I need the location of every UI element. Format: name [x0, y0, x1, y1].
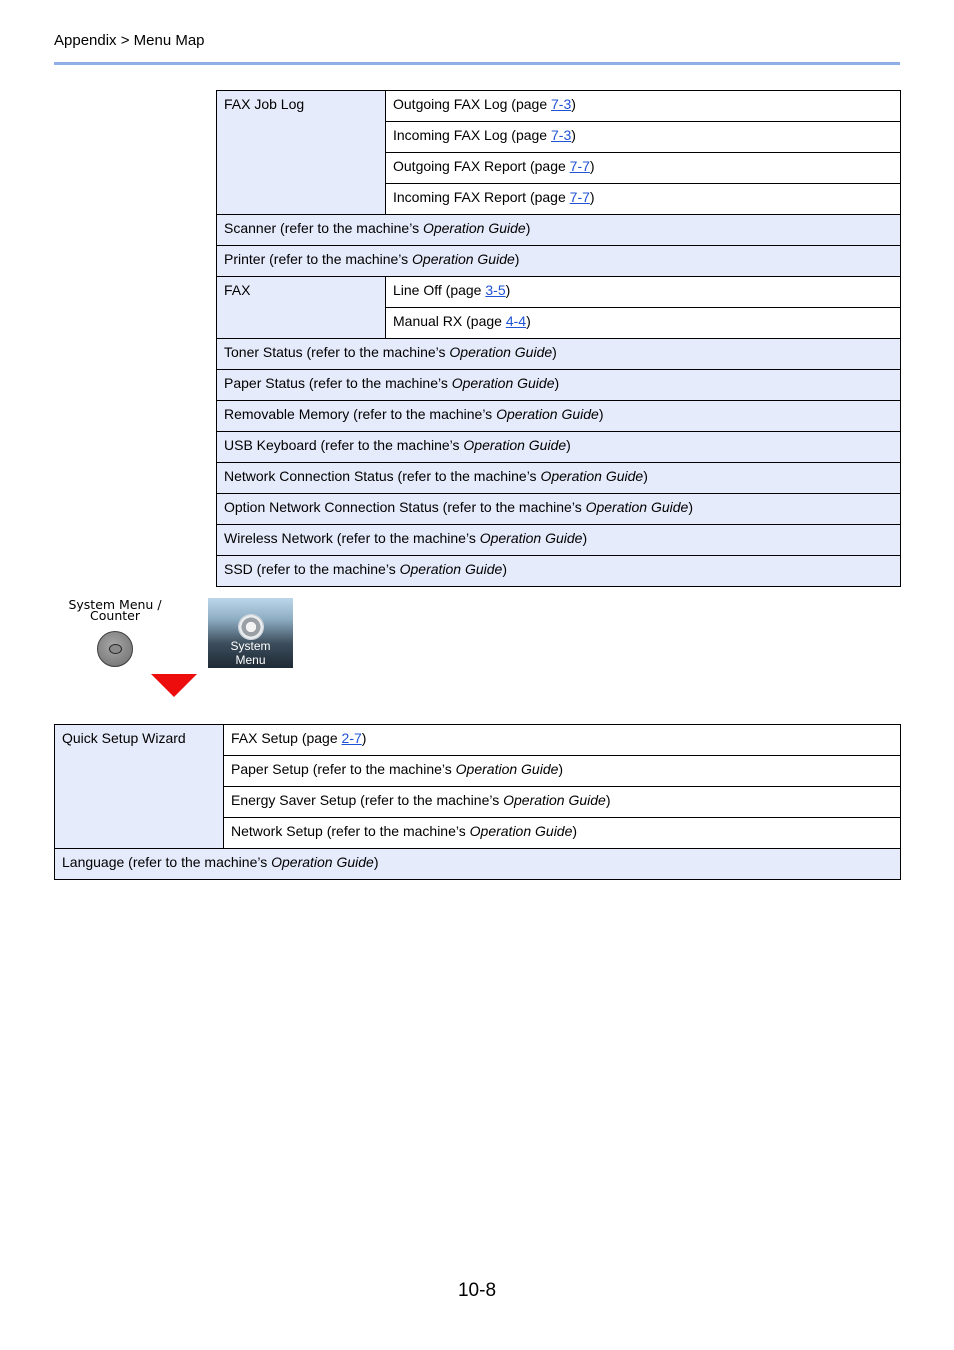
item-text: Paper Status (refer to the machine’s — [224, 375, 452, 391]
fax-job-log-cell: FAX Job Log — [217, 91, 386, 215]
guide-title: Operation Guide — [469, 823, 573, 839]
icon-label-line: Menu — [235, 653, 266, 667]
paper-status-item — [217, 370, 901, 401]
page-link[interactable]: 2-7 — [341, 730, 362, 746]
item-text: ) — [525, 220, 531, 236]
guide-title: Operation Guide — [271, 854, 374, 870]
guide-title: Operation Guide — [496, 406, 599, 422]
guide-title: Operation Guide — [455, 761, 559, 777]
down-arrow-icon — [151, 674, 197, 697]
item-text: Scanner (refer to the machine’s — [224, 220, 423, 236]
table-row — [55, 725, 901, 756]
key-indicator-icon — [109, 644, 122, 654]
table-row — [217, 215, 901, 246]
outgoing-fax-report-item — [386, 153, 901, 184]
outgoing-fax-log-item — [386, 91, 901, 122]
guide-title: Operation Guide — [479, 530, 583, 546]
item-text: Language (refer to the machine’s — [62, 854, 272, 870]
table-row — [217, 370, 901, 401]
item-text: FAX Setup (page — [231, 730, 342, 746]
item-text: ) — [558, 761, 564, 777]
table-row — [217, 463, 901, 494]
item-text: ) — [566, 437, 571, 453]
usb-keyboard-item — [217, 432, 901, 463]
table-row — [217, 432, 901, 463]
item-text: ) — [688, 499, 693, 515]
fax-setup-item — [224, 725, 901, 756]
network-setup-item — [224, 818, 901, 849]
item-text: Manual RX (page — [393, 313, 506, 329]
page-link[interactable]: 7-3 — [551, 127, 572, 143]
item-text: Network Connection Status (refer to the machine’s — [224, 468, 541, 484]
removable-memory-item — [217, 401, 901, 432]
item-text: ) — [554, 375, 560, 391]
manual-rx-item — [386, 308, 901, 339]
guide-title: Operation Guide — [463, 437, 567, 453]
guide-title: Operation Guide — [399, 561, 503, 577]
table-row — [217, 494, 901, 525]
option-network-connection-status-item — [217, 494, 901, 525]
item-text: ) — [514, 251, 520, 267]
table-row — [217, 525, 901, 556]
table-row — [217, 339, 901, 370]
line-off-item — [386, 277, 901, 308]
page-link[interactable]: 7-3 — [551, 96, 572, 112]
item-text: Wireless Network (refer to the machine’s — [224, 530, 480, 546]
item-text: ) — [572, 823, 578, 839]
item-text: Removable Memory (refer to the machine’s — [224, 406, 497, 422]
icon-label-line: System — [230, 639, 271, 653]
language-item — [55, 849, 901, 880]
system-menu-counter-key[interactable] — [97, 631, 133, 667]
breadcrumb — [54, 32, 900, 65]
item-text: Incoming FAX Report (page — [393, 189, 570, 205]
quick-setup-wizard-cell: Quick Setup Wizard — [55, 725, 224, 849]
item-text: Outgoing FAX Report (page — [393, 158, 570, 174]
menu-table-bottom — [54, 724, 901, 880]
item-text: Option Network Connection Status (refer to the machine’s — [224, 499, 586, 515]
guide-title: Operation Guide — [412, 251, 515, 267]
item-text: ) — [373, 854, 379, 870]
item-text: ) — [598, 406, 604, 422]
page-link[interactable]: 4-4 — [505, 313, 527, 329]
system-menu-key-label — [62, 599, 168, 621]
key-label-line: System Menu / — [68, 597, 162, 612]
item-text: ) — [605, 792, 611, 808]
toner-status-item — [217, 339, 901, 370]
item-text: ) — [582, 530, 588, 546]
table-row — [217, 401, 901, 432]
item-text: ) — [361, 730, 367, 746]
energy-saver-setup-item — [224, 787, 901, 818]
item-text: Paper Setup (refer to the machine’s — [231, 761, 456, 777]
guide-title: Operation Guide — [503, 792, 606, 808]
system-menu-icon[interactable] — [208, 598, 293, 668]
key-label-line: Counter — [90, 608, 140, 623]
item-text: Outgoing FAX Log (page — [393, 96, 551, 112]
printer-item — [217, 246, 901, 277]
menu-table-top — [216, 90, 901, 587]
scanner-item — [217, 215, 901, 246]
item-text: Printer (refer to the machine’s — [224, 251, 413, 267]
table-row — [55, 849, 901, 880]
guide-title: Operation Guide — [540, 468, 644, 484]
guide-title: Operation Guide — [451, 375, 555, 391]
item-text: ) — [643, 468, 648, 484]
item-text: USB Keyboard (refer to the machine’s — [224, 437, 464, 453]
item-text: Network Setup (refer to the machine’s — [231, 823, 470, 839]
item-text: ) — [552, 344, 557, 360]
incoming-fax-report-item — [386, 184, 901, 215]
page-link[interactable]: 7-7 — [569, 189, 590, 205]
gear-icon — [238, 614, 264, 640]
item-text: Energy Saver Setup (refer to the machine’s — [231, 792, 504, 808]
incoming-fax-log-item — [386, 122, 901, 153]
item-text: ) — [571, 127, 576, 143]
table-row — [217, 246, 901, 277]
page-link[interactable]: 3-5 — [485, 282, 506, 298]
item-text: ) — [589, 158, 595, 174]
guide-title: Operation Guide — [449, 344, 553, 360]
item-text: ) — [505, 282, 511, 298]
item-text: Incoming FAX Log (page — [393, 127, 551, 143]
item-text: ) — [502, 561, 508, 577]
item-text: ) — [571, 96, 576, 112]
network-connection-status-item — [217, 463, 901, 494]
guide-title: Operation Guide — [585, 499, 689, 515]
breadcrumb-text: Appendix > Menu Map — [54, 32, 205, 49]
item-text: ) — [589, 189, 595, 205]
table-row — [217, 556, 901, 587]
item-text: ) — [526, 313, 531, 329]
table-row — [217, 91, 901, 122]
item-text: Toner Status (refer to the machine’s — [224, 344, 450, 360]
item-text: Line Off (page — [393, 282, 486, 298]
ssd-item — [217, 556, 901, 587]
table-row — [217, 277, 901, 308]
fax-cell: FAX — [217, 277, 386, 339]
paper-setup-item — [224, 756, 901, 787]
guide-title: Operation Guide — [422, 220, 526, 236]
wireless-network-item — [217, 525, 901, 556]
item-text: SSD (refer to the machine’s — [224, 561, 400, 577]
page-number: 10-8 — [457, 1280, 497, 1301]
page-link[interactable]: 7-7 — [569, 158, 590, 174]
